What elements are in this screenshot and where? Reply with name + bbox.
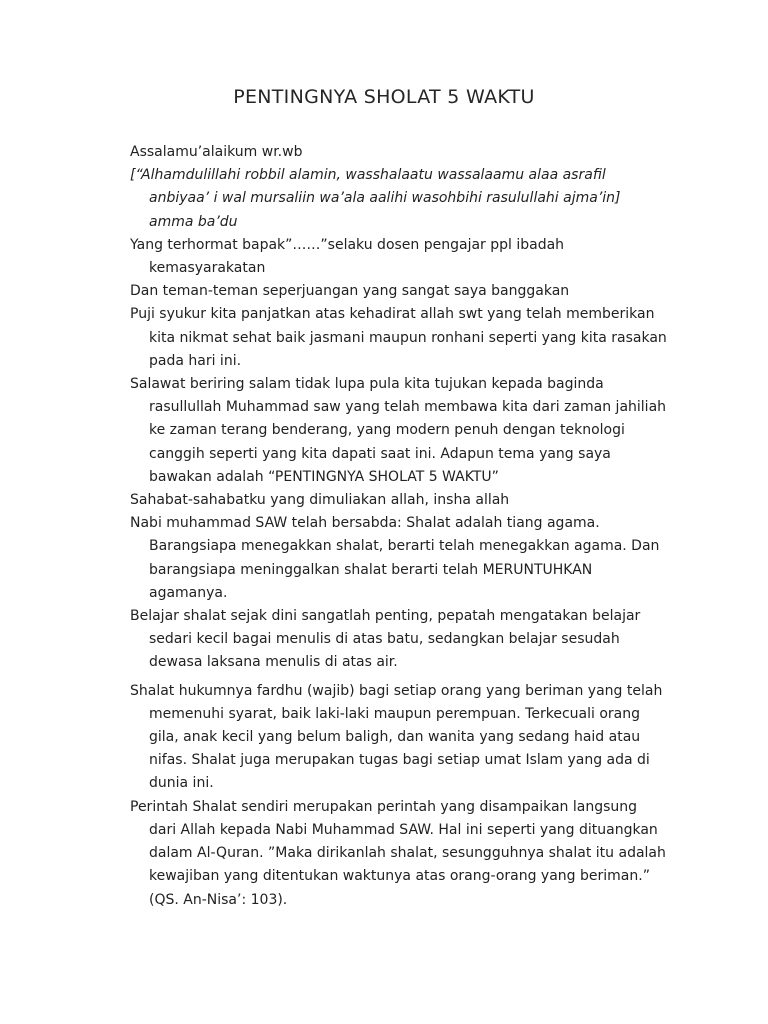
paragraph-line: Assalamu’alaikum wr.wb [130, 144, 303, 160]
paragraph-line: nifas. Shalat juga merupakan tugas bagi setiap umat Islam yang ada di [149, 752, 650, 769]
paragraph-line: barangsiapa meninggalkan shalat berarti telah MERUNTUHKAN [149, 561, 593, 578]
paragraph [130, 141, 690, 164]
paragraph-line: Nabi muhammad SAW telah bersabda: Shalat adalah tiang agama. [130, 515, 600, 532]
paragraph [130, 796, 690, 912]
paragraph [130, 280, 690, 303]
document-body [130, 141, 690, 912]
paragraph-line: Puji syukur kita panjatkan atas kehadirat allah swt yang telah memberikan [130, 306, 655, 323]
paragraph-line: Dan teman-teman seperjuangan yang sangat saya banggakan [130, 283, 570, 300]
paragraph-line: kemasyarakatan [149, 260, 266, 277]
paragraph-line: sedari kecil bagai menulis di atas batu, sedangkan belajar sesudah [149, 631, 620, 648]
paragraph [130, 164, 690, 234]
paragraph-line: gila, anak kecil yang belum baligh, dan wanita yang sedang haid atau [149, 729, 641, 746]
paragraph-line: rasullullah Muhammad saw yang telah membawa kita dari zaman jahiliah [149, 399, 667, 416]
paragraph-line: Shalat hukumnya fardhu (wajib) bagi setiap orang yang beriman yang telah [130, 682, 663, 699]
paragraph-line: [“Alhamdulillahi robbil alamin, wasshalaatu wassalaamu alaa asrafil [130, 167, 606, 184]
paragraph-line: pada hari ini. [149, 352, 242, 369]
paragraph-line: Belajar shalat sejak dini sangatlah penting, pepatah mengatakan belajar [130, 608, 641, 625]
document-title: PENTINGNYA SHOLAT 5 WAKTU [233, 86, 535, 108]
paragraph [130, 303, 690, 373]
paragraph-line: Perintah Shalat sendiri merupakan perintah yang disampaikan langsung [130, 798, 638, 815]
paragraph [130, 512, 690, 605]
paragraph [130, 234, 690, 280]
paragraph-line: memenuhi syarat, baik laki-laki maupun perempuan. Terkecuali orang [149, 705, 640, 722]
paragraph [130, 373, 690, 489]
paragraph-line: bawakan adalah “PENTINGNYA SHOLAT 5 WAKTU” [149, 468, 499, 485]
paragraph-line: ke zaman terang benderang, yang modern penuh dengan teknologi [149, 422, 625, 439]
paragraph-line: amma ba’du [149, 213, 238, 230]
paragraph-line: Salawat beriring salam tidak lupa pula kita tujukan kepada baginda [130, 376, 604, 393]
paragraph-line: agamanya. [149, 584, 228, 601]
paragraph [130, 680, 690, 796]
paragraph-line: anbiyaa’ i wal mursaliin wa’ala aalihi wasohbihi rasulullahi ajma’in] [149, 190, 621, 207]
paragraph-line: dari Allah kepada Nabi Muhammad SAW. Hal ini seperti yang dituangkan [149, 821, 658, 838]
paragraph [130, 605, 690, 675]
paragraph-line: Barangsiapa menegakkan shalat, berarti telah menegakkan agama. Dan [149, 538, 660, 555]
paragraph [130, 489, 690, 512]
paragraph-line: (QS. An-Nisa’: 103). [149, 891, 288, 908]
paragraph-line: canggih seperti yang kita dapati saat ini. Adapun tema yang saya [149, 445, 611, 462]
paragraph-line: kewajiban yang ditentukan waktunya atas orang-orang yang beriman.” [149, 868, 650, 885]
paragraph-line: dalam Al-Quran. ”Maka dirikanlah shalat, sesungguhnya shalat itu adalah [149, 845, 666, 862]
paragraph-line: dunia ini. [149, 775, 214, 792]
paragraph-line: kita nikmat sehat baik jasmani maupun ronhani seperti yang kita rasakan [149, 329, 667, 346]
paragraph-line: Yang terhormat bapak”……”selaku dosen pengajar ppl ibadah [130, 236, 565, 253]
paragraph-line: Sahabat-sahabatku yang dimuliakan allah, insha allah [130, 492, 510, 509]
paragraph-line: dewasa laksana menulis di atas air. [149, 654, 398, 671]
